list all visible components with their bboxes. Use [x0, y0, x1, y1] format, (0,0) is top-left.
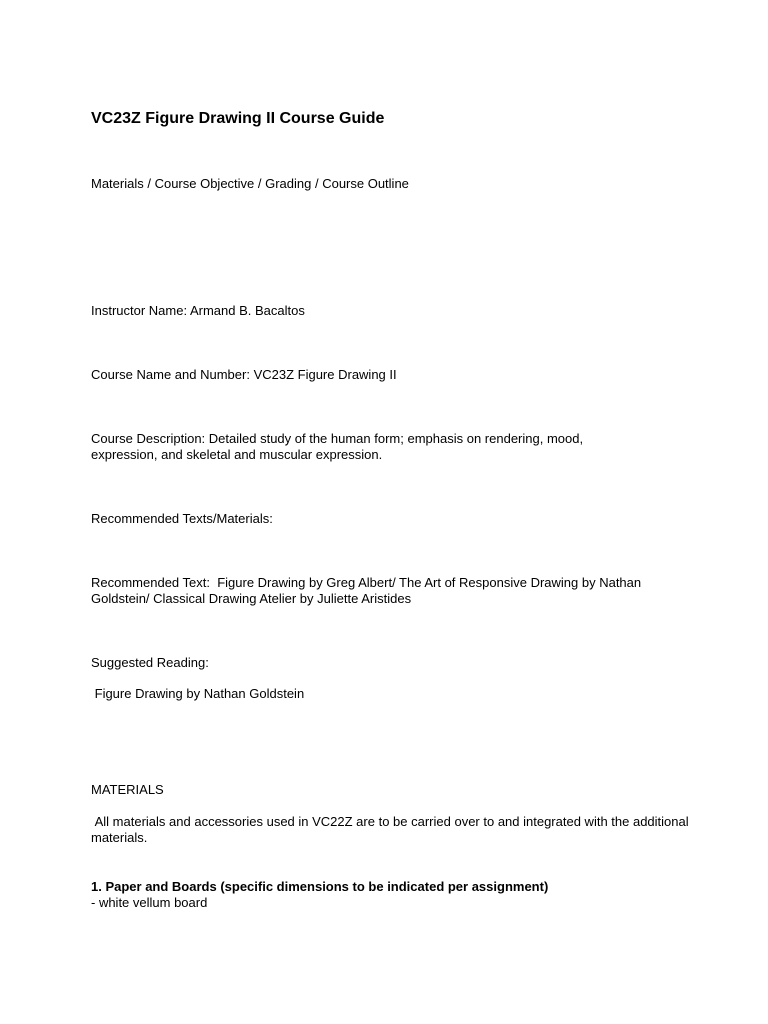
recommended-heading: Recommended Texts/Materials:	[91, 511, 273, 526]
course-name: Course Name and Number: VC23Z Figure Drawing II	[91, 367, 397, 382]
suggested-item: Figure Drawing by Nathan Goldstein	[91, 686, 305, 701]
document-title: VC23Z Figure Drawing II Course Guide	[91, 110, 385, 127]
course-description: Course Description: Detailed study of the human form; emphasis on rendering, mood, expression, and skeletal and muscular expression.	[91, 431, 587, 462]
sections-line: Materials / Course Objective / Grading / Course Outline	[91, 176, 409, 191]
suggested-heading: Suggested Reading:	[91, 655, 209, 670]
instructor-name: Instructor Name: Armand B. Bacaltos	[91, 303, 305, 318]
materials-intro: All materials and accessories used in VC22Z are to be carried over to and integrated with the additional materials.	[91, 814, 693, 845]
recommended-text: Recommended Text: Figure Drawing by Greg Albert/ The Art of Responsive Drawing by Nathan Goldstein/ Classical Drawing Atelier by Juliette Aristides	[91, 575, 645, 606]
paper-item: - white vellum board	[91, 895, 208, 910]
paper-heading: 1. Paper and Boards (specific dimensions to be indicated per assignment)	[91, 879, 549, 894]
materials-heading: MATERIALS	[91, 782, 164, 797]
